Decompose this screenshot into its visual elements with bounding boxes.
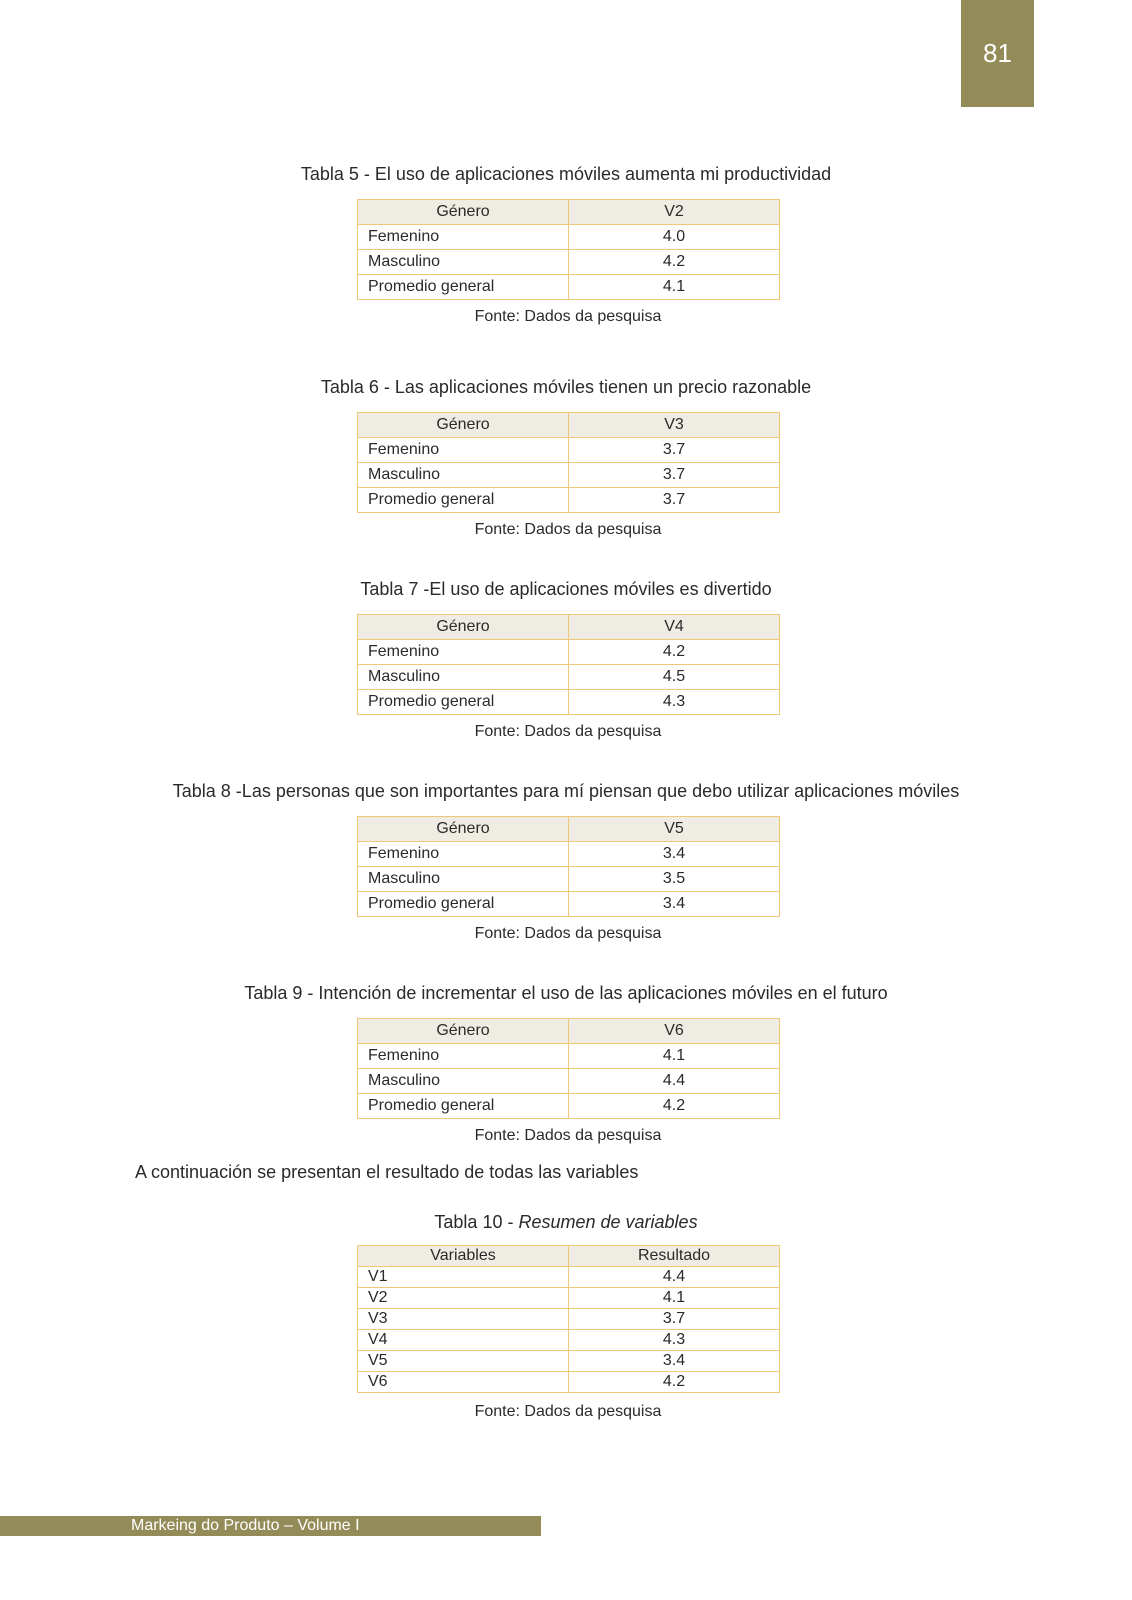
table-row	[358, 275, 780, 300]
table-row	[358, 690, 780, 715]
table-row	[358, 250, 780, 275]
table-source: Fonte: Dados da pesquisa	[474, 1127, 662, 1144]
row-value: 3.7	[569, 1309, 780, 1330]
row-value: 4.2	[569, 1372, 780, 1393]
table-row	[358, 1267, 780, 1288]
row-label: Femenino	[358, 1044, 569, 1069]
table-row	[358, 1330, 780, 1351]
row-label: V1	[358, 1267, 569, 1288]
data-table	[357, 816, 780, 917]
column-header: Género	[358, 817, 569, 842]
row-value: 3.4	[569, 842, 780, 867]
table-caption: Tabla 9 - Intención de incrementar el uso de las aplicaciones móviles en el futuro	[244, 983, 888, 1003]
table-row	[358, 463, 780, 488]
row-value: 3.7	[569, 438, 780, 463]
column-header: Género	[358, 615, 569, 640]
table-row	[358, 1372, 780, 1393]
column-header: Género	[358, 1019, 569, 1044]
table-caption	[0, 1211, 1132, 1233]
row-label: Femenino	[358, 842, 569, 867]
row-value: 4.1	[569, 1044, 780, 1069]
row-label: V2	[358, 1288, 569, 1309]
row-value: 4.4	[569, 1069, 780, 1094]
column-header: V4	[569, 615, 780, 640]
data-table	[357, 614, 780, 715]
row-label: Promedio general	[358, 690, 569, 715]
row-value: 4.3	[569, 1330, 780, 1351]
table-source: Fonte: Dados da pesquisa	[474, 723, 662, 740]
column-header: V5	[569, 817, 780, 842]
table-row	[358, 488, 780, 513]
column-header: Variables	[358, 1246, 569, 1267]
table-header-row	[358, 817, 780, 842]
table-source: Fonte: Dados da pesquisa	[474, 1403, 662, 1420]
column-header: Género	[358, 200, 569, 225]
table-row	[358, 438, 780, 463]
row-label: Femenino	[358, 640, 569, 665]
row-value: 4.1	[569, 275, 780, 300]
table-row	[358, 1044, 780, 1069]
table-row	[358, 892, 780, 917]
table-row	[358, 1309, 780, 1330]
row-value: 4.2	[569, 250, 780, 275]
table-header-row	[358, 615, 780, 640]
table-header-row	[358, 200, 780, 225]
row-value: 3.4	[569, 1351, 780, 1372]
row-value: 3.5	[569, 867, 780, 892]
table-row	[358, 1288, 780, 1309]
column-header: V6	[569, 1019, 780, 1044]
row-value: 4.2	[569, 640, 780, 665]
data-table	[357, 199, 780, 300]
table-source: Fonte: Dados da pesquisa	[474, 925, 662, 942]
table-caption: Tabla 5 - El uso de aplicaciones móviles aumenta mi productividad	[300, 164, 832, 184]
table-row	[358, 867, 780, 892]
row-label: Femenino	[358, 438, 569, 463]
footer-title: Markeing do Produto – Volume I	[131, 1517, 360, 1534]
table-header-row	[358, 413, 780, 438]
row-value: 3.7	[569, 488, 780, 513]
row-label: Masculino	[358, 665, 569, 690]
row-label: Masculino	[358, 1069, 569, 1094]
column-header: V3	[569, 413, 780, 438]
row-value: 4.3	[569, 690, 780, 715]
row-value: 4.5	[569, 665, 780, 690]
row-label: Masculino	[358, 463, 569, 488]
table-caption: Tabla 7 -El uso de aplicaciones móviles es divertido	[360, 579, 772, 599]
row-label: Promedio general	[358, 892, 569, 917]
data-table	[357, 1018, 780, 1119]
table-caption: Tabla 8 -Las personas que son importantes para mí piensan que debo utilizar aplicaciones móviles	[172, 781, 960, 801]
row-label: V6	[358, 1372, 569, 1393]
row-value: 4.0	[569, 225, 780, 250]
row-label: V3	[358, 1309, 569, 1330]
row-label: V5	[358, 1351, 569, 1372]
table-header-row	[358, 1246, 780, 1267]
page-number-tab	[961, 0, 1034, 107]
row-label: Masculino	[358, 867, 569, 892]
table-source: Fonte: Dados da pesquisa	[474, 521, 662, 538]
summary-table	[357, 1245, 780, 1393]
row-value: 4.1	[569, 1288, 780, 1309]
row-value: 4.2	[569, 1094, 780, 1119]
row-value: 4.4	[569, 1267, 780, 1288]
table-source: Fonte: Dados da pesquisa	[474, 308, 662, 325]
row-label: Masculino	[358, 250, 569, 275]
table-row	[358, 1069, 780, 1094]
caption-italic: Resumen de variables	[518, 1212, 698, 1232]
row-value: 3.4	[569, 892, 780, 917]
table-row	[358, 225, 780, 250]
row-label: Femenino	[358, 225, 569, 250]
row-label: Promedio general	[358, 1094, 569, 1119]
table-row	[358, 640, 780, 665]
row-label: Promedio general	[358, 275, 569, 300]
table-row	[358, 842, 780, 867]
column-header: Resultado	[569, 1246, 780, 1267]
footer-bar	[0, 1516, 541, 1536]
row-label: V4	[358, 1330, 569, 1351]
data-table	[357, 412, 780, 513]
row-label: Promedio general	[358, 488, 569, 513]
table-row	[358, 665, 780, 690]
column-header: V2	[569, 200, 780, 225]
page-number: 81	[983, 38, 1012, 68]
table-row	[358, 1351, 780, 1372]
table-row	[358, 1094, 780, 1119]
table-caption: Tabla 6 - Las aplicaciones móviles tienen un precio razonable	[320, 377, 812, 397]
intro-paragraph: A continuación se presentan el resultado de todas las variables	[135, 1162, 639, 1182]
caption-prefix: Tabla 10 -	[434, 1212, 519, 1232]
table-header-row	[358, 1019, 780, 1044]
column-header: Género	[358, 413, 569, 438]
row-value: 3.7	[569, 463, 780, 488]
